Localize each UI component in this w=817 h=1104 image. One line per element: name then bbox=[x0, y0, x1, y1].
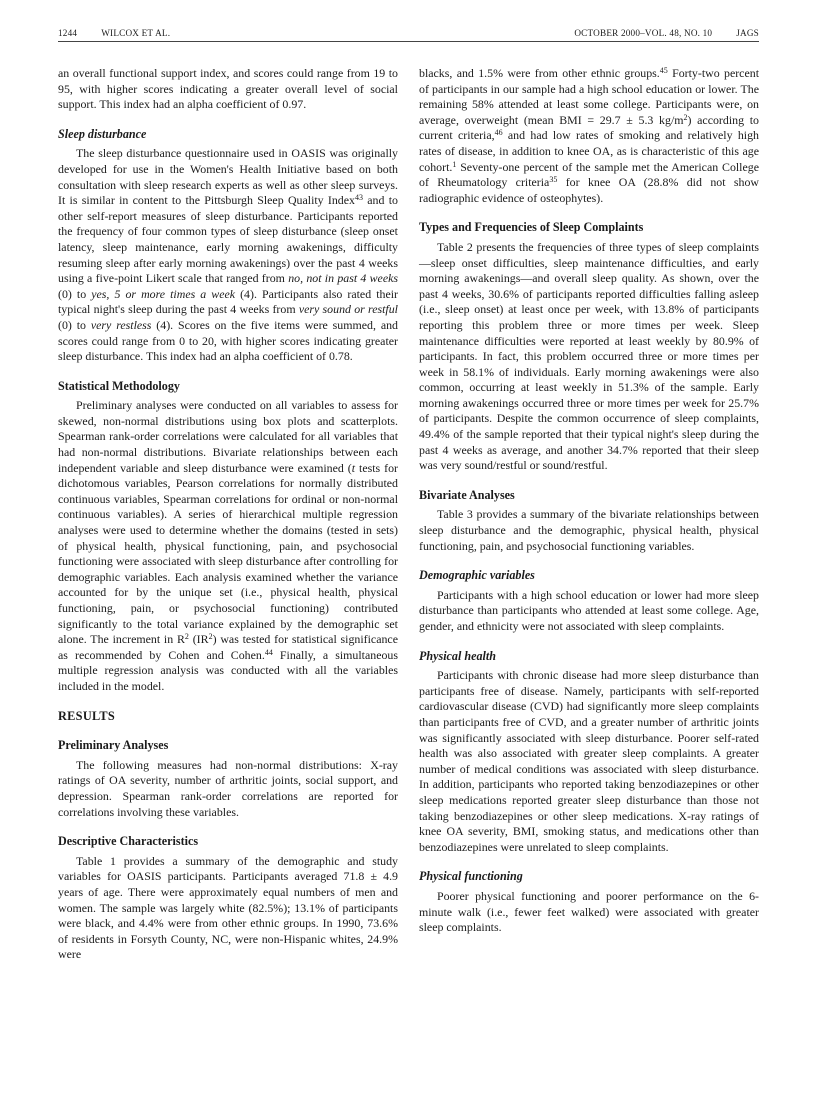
paragraph-preliminary-analyses: The following measures had non-normal distributions: X-ray ratings of OA severity, number of arthritic joints, social support, and depression. Spearman rank-order correlations are reported for correlations involving these variables. bbox=[58, 757, 398, 819]
heading-results: RESULTS bbox=[58, 708, 116, 723]
journal-name: JAGS bbox=[736, 28, 759, 38]
paragraph-bivariate-analyses: Table 3 provides a summary of the bivariate relationships between sleep disturbance and the demographic, physical health, physical functioning, pain, and psychosocial functioning variables. bbox=[419, 507, 759, 553]
issue-info: OCTOBER 2000–VOL. 48, NO. 10 bbox=[574, 28, 713, 38]
paragraph-descriptive-characteristics: Table 1 provides a summary of the demographic and study variables for OASIS participants. Participants averaged 71.8 ± 4.9 years of age. There were approximately equal numbers of men and women. The sample was largely white (82.5%); 13.1% of participants were black, and 4.4% were from other ethnic groups. In 1990, 73.6% of residents in Forsyth County, NC, were non-Hispanic whites, 24.9% were bbox=[58, 853, 398, 962]
heading-bivariate-analyses: Bivariate Analyses bbox=[419, 487, 515, 502]
heading-descriptive-characteristics: Descriptive Characteristics bbox=[58, 834, 199, 849]
two-column-body bbox=[58, 66, 759, 963]
running-head-left bbox=[58, 28, 194, 38]
heading-demographic-variables: Demographic variables bbox=[419, 568, 535, 583]
paragraph-physical-functioning: Poorer physical functioning and poorer performance on the 6-minute walk (i.e., fewer feet walked) were associated with greater sleep complaints. bbox=[419, 888, 759, 935]
heading-physical-health: Physical health bbox=[419, 648, 496, 663]
right-column bbox=[419, 66, 759, 963]
paragraph-statistical-methodology: Preliminary analyses were conducted on all variables to assess for skewed, non-normal distributions using box plots and scatterplots. Spearman rank-order correlations were calculated for all variables that had non-normal distributions. Bivariate relationships between each independent variable and sleep disturbance were examined (t tests for dichotomous variables, Pearson correlations for normally distributed continuous variables, Spearman correlations for ordinal or non-normal continuous variables). A series of hierarchical multiple regression analyses were used to determine whether the domains (tested in sets) of physical health, physical functioning, pain, and psychosocial functioning were associated with sleep disturbance after controlling for demographic variables. Each analysis examined whether the variance accounted for by the unique set (i.e., physical health, physical functioning, pain, or psychosocial functioning) contributed significantly to the total variance explained by the demographic set alone. The increment in $R^2$ $(IR^2)$ was tested for statistical significance as recommended by Cohen and Cohen.$^{44}$ Finally, a simultaneous multiple regression analysis was conducted with all the variables included in the model. bbox=[58, 398, 399, 693]
heading-sleep-disturbance: Sleep disturbance bbox=[58, 126, 147, 141]
paragraph-physical-health: Participants with chronic disease had more sleep disturbance than participants free of disease. Namely, participants with self-reported cardiovascular disease (CVD) had significantly more sleep complaints than participants free of CVD, and a greater number of arthritic joints was significantly associated with sleep disturbance. Poorer self-rated health was also associated with greater sleep complaints. A greater number of medical conditions was associated with sleep disturbance. In addition, participants who reported taking benzodiazepines or other sleep medications reported greater sleep disturbance than those not taking benzodiazepines or other sleep medications. X-ray ratings of knee OA severity, BMI, smoking status, and medications other than benzodiazepines were unrelated to sleep complaints. bbox=[419, 668, 759, 854]
running-head bbox=[58, 28, 759, 42]
paragraph-social-support-end: an overall functional support index, and scores could range from 19 to 95, with higher scores indicating a greater overall level of social support. This index had an alpha coefficient of 0.97. bbox=[58, 66, 398, 112]
left-column bbox=[58, 66, 398, 963]
heading-physical-functioning: Physical functioning bbox=[419, 869, 523, 884]
paragraph-sleep-disturbance: The sleep disturbance questionnaire used in OASIS was originally developed for use in the Women's Health Initiative based on both consultation with sleep research experts as well as other sleep surveys. It is similar in content to the Pittsburgh Sleep Quality Index$^{43}$ and to other self-report measures of sleep disturbance. Participants reported the frequency of four common types of sleep disturbance (sleep onset latency, sleep maintenance, early morning awakenings, difficulty resuming sleep after early morning awakenings) over the past 4 weeks using a five-point Likert scale that ranged from no, not in past 4 weeks (0) to yes, 5 or more times a week (4). Participants also rated their typical night's sleep during the past 4 weeks from very sound or restful (0) to very restless (4). Scores on the five items were summed, and scores could range from 0 to 20, with higher scores indicating greater sleep disturbance. This index had an alpha coefficient of 0.78. bbox=[58, 146, 399, 364]
paragraph-types-frequencies: Table 2 presents the frequencies of three types of sleep complaints—sleep onset difficulties, sleep maintenance difficulties, and early morning awakenings—and overall sleep quality. As shown, over the past 4 weeks, 30.6% of participants reported difficulties falling asleep (i.e., sleep onset) at least once per week, with 13.8% of participants reporting this problem three or more times per week. Sleep maintenance difficulties were reported at least weekly by 80.9% of participants. In fact, this problem occurred three or more times per week in 58.1% of individuals. Early morning awakenings were also common, occurring at least weekly in 51.3% of the sample. Early morning awakenings occurred three or more times per week for 25.7% of participants. Despite the common occurrence of sleep complaints, 49.4% of the sample reported that their typical night's sleep during the past 4 weeks as average, and another 34.7% reported that their sleep was very sound/restful or sound/restful. bbox=[419, 239, 759, 473]
paragraph-descriptive-continued: blacks, and 1.5% were from other ethnic groups.$^{45}$ Forty-two percent of participants in our sample had a high school education or lower. The remaining 58% attended at least some college. Participants were, on average, overweight (mean BMI = 29.7 ± 5.3 $kg/m^2$) according to current criteria,$^{46}$ and had low rates of smoking and relatively high rates of disease, in addition to knee OA, as is characteristic of this age cohort.$^1$ Seventy-one percent of the sample met the American College of Rheumatology criteria$^{35}$ for knee OA (28.8% did not show radiographic evidence of osteophytes). bbox=[419, 66, 759, 205]
heading-types-frequencies: Types and Frequencies of Sleep Complaints bbox=[419, 220, 644, 235]
running-head-right bbox=[550, 28, 759, 38]
heading-preliminary-analyses: Preliminary Analyses bbox=[58, 738, 169, 753]
paragraph-demographic-variables: Participants with a high school education or lower had more sleep disturbance than participants who attended at least some college. Age, gender, and ethnicity were not associated with sleep complaints. bbox=[419, 587, 759, 633]
running-authors: WILCOX ET AL. bbox=[101, 28, 171, 38]
heading-statistical-methodology: Statistical Methodology bbox=[58, 378, 180, 393]
page-number: 1244 bbox=[58, 28, 78, 38]
